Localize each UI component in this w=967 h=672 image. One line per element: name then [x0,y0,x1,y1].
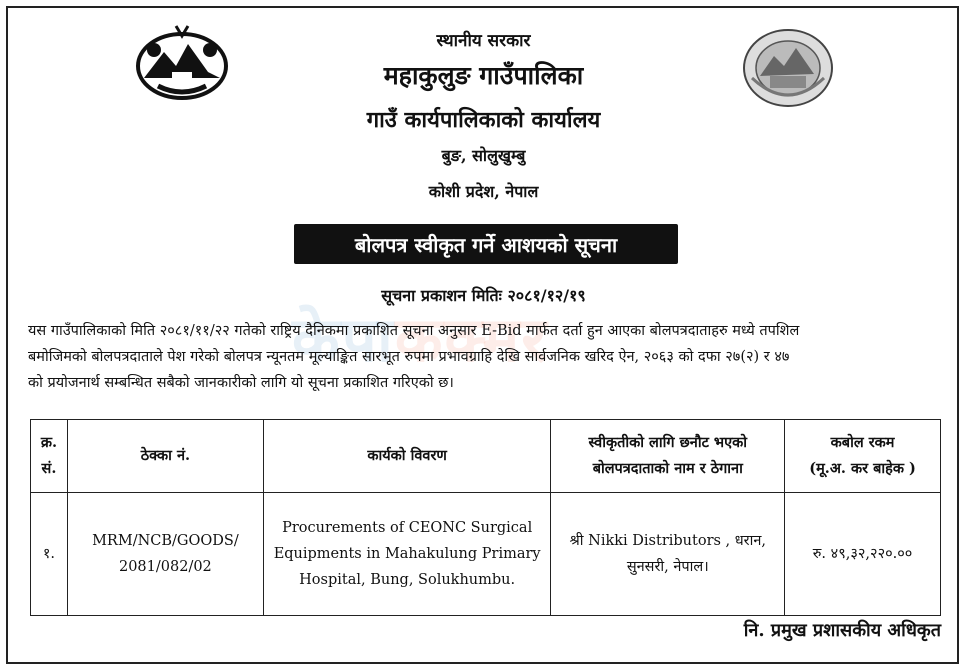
watermark-left: केपा [292,303,395,376]
header-amount [785,420,941,493]
bidder-line2: सुनसरी, नेपाल। [626,559,709,575]
header-serial-line2: सं. [41,460,57,477]
header-location: बुङ, सोलुखुम्बु [441,146,526,165]
cell-contract-no [67,493,263,616]
header-contract-no: ठेक्का नं. [67,420,263,493]
header-description: कार्यको विवरण [263,420,551,493]
header-local-government: स्थानीय सरकार [436,31,531,51]
notice-title-banner: बोलपत्र स्वीकृत गर्ने आशयको सूचना [294,224,678,264]
watermark-right: कक्मर [394,303,549,376]
publication-date: सूचना प्रकाशन मितिः २०८१/१२/१९ [381,286,586,305]
table-row [31,493,941,616]
cell-amount: रु. ४९,३२,२२०.०० [785,493,941,616]
header-amount-line1: कबोल रकम [830,434,895,451]
header-bidder-line1: स्वीकृतीको लागि छनौट भएको [588,434,748,451]
notice-body-line: यस गाउँपालिकाको मिति २०८१/११/२२ गतेको राष्ट्रिय दैनिकमा प्रकाशित सूचना अनुसार E-Bid मार्फत दर्ता हुन आएका बोलपत्रदाताहरु मध्ये तपशिल [28,323,800,339]
notice-body-line: को प्रयोजनार्थ सम्बन्धित सबैको जानकारीको लागि यो सूचना प्रकाशित गरिएको छ। [28,375,454,391]
bid-table [30,419,941,616]
header-serial [31,420,68,493]
desc-line3: Hospital, Bung, Solukhumbu. [299,572,516,588]
desc-line2: Equipments in Mahakulung Primary [273,546,541,562]
header-amount-line2: (मू.अ. कर बाहेक ) [809,460,916,477]
contract-line1: MRM/NCB/GOODS/ [92,533,239,549]
header-serial-line1: क्र. [40,434,58,451]
header-bidder-line2: बोलपत्रदाताको नाम र ठेगाना [592,460,743,477]
signature-officer: नि. प्रमुख प्रशासकीय अधिकृत [743,620,941,641]
bidder-line1: श्री Nikki Distributors , धरान, [569,533,767,549]
desc-line1: Procurements of CEONC Surgical [282,520,533,536]
header-bidder [551,420,785,493]
cell-bidder [551,493,785,616]
notice-body-line: बमोजिमको बोलपत्रदाताले पेश गरेको बोलपत्र न्यूनतम मूल्याङ्कित सारभूत रुपमा प्रभावग्राहि देखि सार्वजनिक खरिद ऐन, २०६३ को दफा २७(२) र ४७ [28,349,790,365]
header-office-name: गाउँ कार्यपालिकाको कार्यालय [366,107,601,133]
cell-serial: १. [31,493,68,616]
header-province: कोशी प्रदेश, नेपाल [428,182,539,201]
header-municipality-name: महाकुलुङ गाउँपालिका [383,61,584,90]
notice-body [28,318,942,396]
cell-description [263,493,551,616]
table-header-row [31,420,941,493]
contract-line2: 2081/082/02 [118,559,212,575]
